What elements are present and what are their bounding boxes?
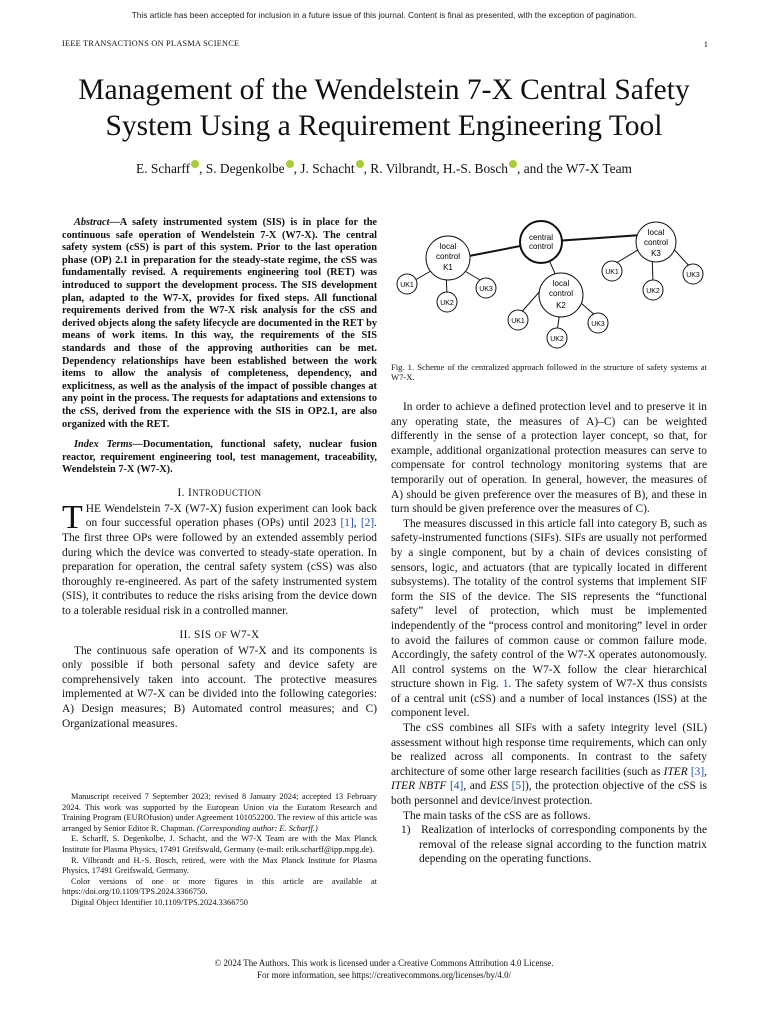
drop-cap: T [62,498,83,536]
citation-link[interactable]: [4] [450,780,464,793]
sif-paragraph: The measures discussed in this article fall into category B, such as safety-instrumented functions (SIFs). SIFs are usually not performed by a single component, but by a chain of devices consisting of sensors, logic, and actuators (that are typically located in different subsystems). The totality of the control systems that implement SIF form the SIS of the device. The SIS represents the “functional safety” level of protection, which must be implemented independently of the “process control and monitoring” level in order to avoid the failures of common cause or common failure mode. Accordingly, the safety control of the W7-X operates autonomously. All control systems on the W7-X follow the clear hierarchical structure shown in Fig. 1. The safety system of W7-X thus consists of a central unit (cSS) and a number of local instances (lSS) at the component level. [391,517,708,720]
k3-label-3: K3 [651,249,661,258]
orcid-icon[interactable] [286,160,294,168]
orcid-icon[interactable] [191,160,199,168]
section-heading-introduction: I. INTRODUCTION [177,486,262,499]
author-schacht: , J. Schacht [293,161,355,176]
index-terms: Index Terms—Documentation, functional safety, nuclear fusion reactor, requirement engineering tool, test management, traceability, Wendelstein 7-X (W7-X). [62,439,377,476]
uk3-label: UK3 [686,272,700,279]
doi-note: Digital Object Identifier 10.1109/TPS.2024.3366750 [71,897,248,907]
index-terms-text: Documentation, functional safety, nuclear fusion reactor, requirement engineering tool, test management, traceability, Wendelstein 7-X (W7-X). [62,439,377,476]
k3-label-1: local [647,228,665,237]
license-link-line: For more information, see https://creativecommons.org/licenses/by/4.0/ [257,969,511,980]
task-list-item: 1) Realization of interlocks of corresponding components by the removal of the release signal according to the function matrix depending on the operating functions. [401,824,708,866]
abstract-label: Abstract [74,217,110,228]
citation-link[interactable]: [1] [340,517,354,530]
uk2-label: UK2 [550,336,564,343]
central-label-1: central [528,233,554,242]
uk2-label: UK2 [646,288,660,295]
uk2-label: UK2 [440,300,454,307]
copyright-footer [0,958,768,981]
figure-1-caption: Fig. 1. Scheme of the centralized approach followed in the structure of safety systems at W7-X. [391,362,707,383]
k3-label-2: control [643,238,669,247]
central-label-2: control [528,242,554,251]
manuscript-note: Manuscript received 7 September 2023; revised 8 January 2024; accepted 13 February 2024. This work was supported by the European Union via the Euratom Research and Training Program (EUROfusion) under Agreement 101052200. The review of this article was arranged by Senior Editor R. Chapman. (Corresponding author: E. Scharff.) [62,792,377,833]
affiliation-note-2: R. Vilbrandt and H.-S. Bosch, retired, were with the Max Planck Institute for Plasma Physics, 17491 Greifswald, Germany. [62,855,377,876]
figure-link[interactable]: 1 [502,678,509,691]
section-heading-sis: II. SIS OF W7-X [179,628,260,641]
author-degenkolbe: , S. Degenkolbe [199,161,285,176]
page-number: 1 [703,39,708,49]
affiliation-note-1: E. Scharff, S. Degenkolbe, J. Schacht, and the W7-X Team are with the Max Planck Institute for Plasma Physics, 17491 Greifswald, Germany (e-mail: erik.scharff@ipp.mpg.de). [62,834,377,854]
footnote-block [62,792,377,909]
right-column [391,400,707,867]
uk1-label: UK1 [400,282,414,289]
uk1-label: UK1 [605,269,619,276]
index-terms-label: Index Terms [74,439,133,451]
author-vilbrandt-bosch: , R. Vilbrandt, H.-S. Bosch [363,161,508,176]
uk1-label: UK1 [511,318,525,325]
citation-link[interactable]: [5] [511,780,525,793]
uk3-label: UK3 [591,321,605,328]
author-team: , and the W7-X Team [517,161,632,176]
css-paragraph: The cSS combines all SIFs with a safety integrity level (SIL) assessment without high response time requirements, which can only be realized across all components. In contrast to the safety architecture of some other large research facilities (such as ITER [3], ITER NBTF [4], and ESS [5]), the protection objective of the cSS is both personnel and device/invest protection. [391,722,707,808]
journal-name: IEEE TRANSACTIONS ON PLASMA SCIENCE [62,39,240,48]
color-note: Color versions of one or more figures in this article are available at https://doi.org/10.1109/TPS.2024.3366750. [62,876,377,897]
license-line: © 2024 The Authors. This work is licensed under a Creative Commons Attribution 4.0 License. [214,958,554,968]
acceptance-notice: This article has been accepted for inclusion in a future issue of this journal. Content is final as presented, with the exception of pagination. [131,10,637,20]
orcid-icon[interactable] [509,160,517,168]
abstract: Abstract—A safety instrumented system (SIS) is in place for the continuous safe operation of Wendelstein 7-X (W7-X). The central safety system (cSS) is part of this system. Prior to the last operation phase (OP) 2.1 in preparation for the steady-state regime, the cSS was fundamentally revised. A requirements engineering tool (RET) was introduced to support the development process. The SIS development plan, adapted to the W7-X, provides for fixed steps. All functional requirements derived from the W7-X risk analysis for the cSS and derived objects along the safety lifecycle are documented in the RET by means of work items. In this way, the requirements of the SIS standards and those of the approving authorities can be met. Dependency relationships have been established between the work items to allow the analysis of completeness, dependency, and explicitness, as well as the analysis of the impact of possible changes at any point in the process. The requests for adaptations and extensions to the cSS, derived from the experience with the SIS in OP2.1, are also organized with the RET. [62,217,377,430]
k1-label-3: K1 [443,263,453,272]
uk3-label: UK3 [479,286,493,293]
citation-link[interactable]: [3] [690,765,705,778]
tasks-intro: The main tasks of the cSS are as follows. [403,809,591,822]
paper-title [0,72,768,144]
k1-label-2: control [435,252,461,261]
title-line-2: System Using a Requirement Engineering Tool [105,110,663,142]
citation-link[interactable]: [2] [360,517,375,530]
title-line-1: Management of the Wendelstein 7-X Central Safety [78,74,690,106]
k1-label-1: local [439,242,457,251]
protection-paragraph: In order to achieve a defined protection level and to preserve it in any operating state, the measures of A)–C) can be weighted differently in the sense of a protection layer concept, so that, for example, additional organizational protection measures can serve to compensate for control technology monitoring systems that are temporarily out of operation. In general, however, the measures of A) should be given preference over the measures of B), and these in turn should be given preference over the measures of C). [391,401,707,516]
author-scharff: E. Scharff [136,161,191,176]
sis-paragraph: The continuous safe operation of W7-X and its components is only possible if both personal safety and device safety are comprehensively taken into account. The protective measures implemented at W7-X can be divided into the following categories: A) Design measures; B) Automated control measures; and C) Organizational measures. [62,644,377,730]
abstract-text: A safety instrumented system (SIS) is in place for the continuous safe operation of Wendelstein 7-X (W7-X). The central safety system (cSS) is part of this system. Prior to the last operation phase (OP) 2.1 in preparation for the steady-state regime, the cSS was fundamentally revised. A requirements engineering tool (RET) was introduced to support the development process. The SIS development plan, adapted to the W7-X, provides for fixed steps. All functional requirements derived from the W7-X risk analysis for the cSS and derived objects along the safety lifecycle are documented in the RET by means of work items. In this way, the requirements of the SIS standards and those of the approving authorities can be met. Dependency relationships have been established between the work items to allow the analysis of completeness, dependency, and explicitness, as well as the analysis of the impact of possible changes at any point in the process. The requests for adaptations and extensions to the cSS, derived from the experience with the SIS in OP2.1, are also organized with the RET. [62,217,377,430]
left-column [62,217,377,731]
figure-1-diagram [391,220,707,355]
intro-paragraph: THE Wendelstein 7-X (W7-X) fusion experiment can look back on four successful operation phases (OPs) until 2023 [1], [2]. The first three OPs were followed by an extended assembly period during which the device was converted to steady-state operation. In preparation for operation, the central safety system (cSS) was also thoroughly re-engineered. As part of the safety instrumented system (SIS), it contributes to reduce the risks arising from the device down to a tolerable residual risk in a controlled manner. [62,498,378,618]
orcid-icon[interactable] [356,160,364,168]
k2-label-2: control [548,289,574,298]
k2-label-1: local [552,279,570,288]
k2-label-3: K2 [556,301,566,310]
author-list [0,160,768,177]
